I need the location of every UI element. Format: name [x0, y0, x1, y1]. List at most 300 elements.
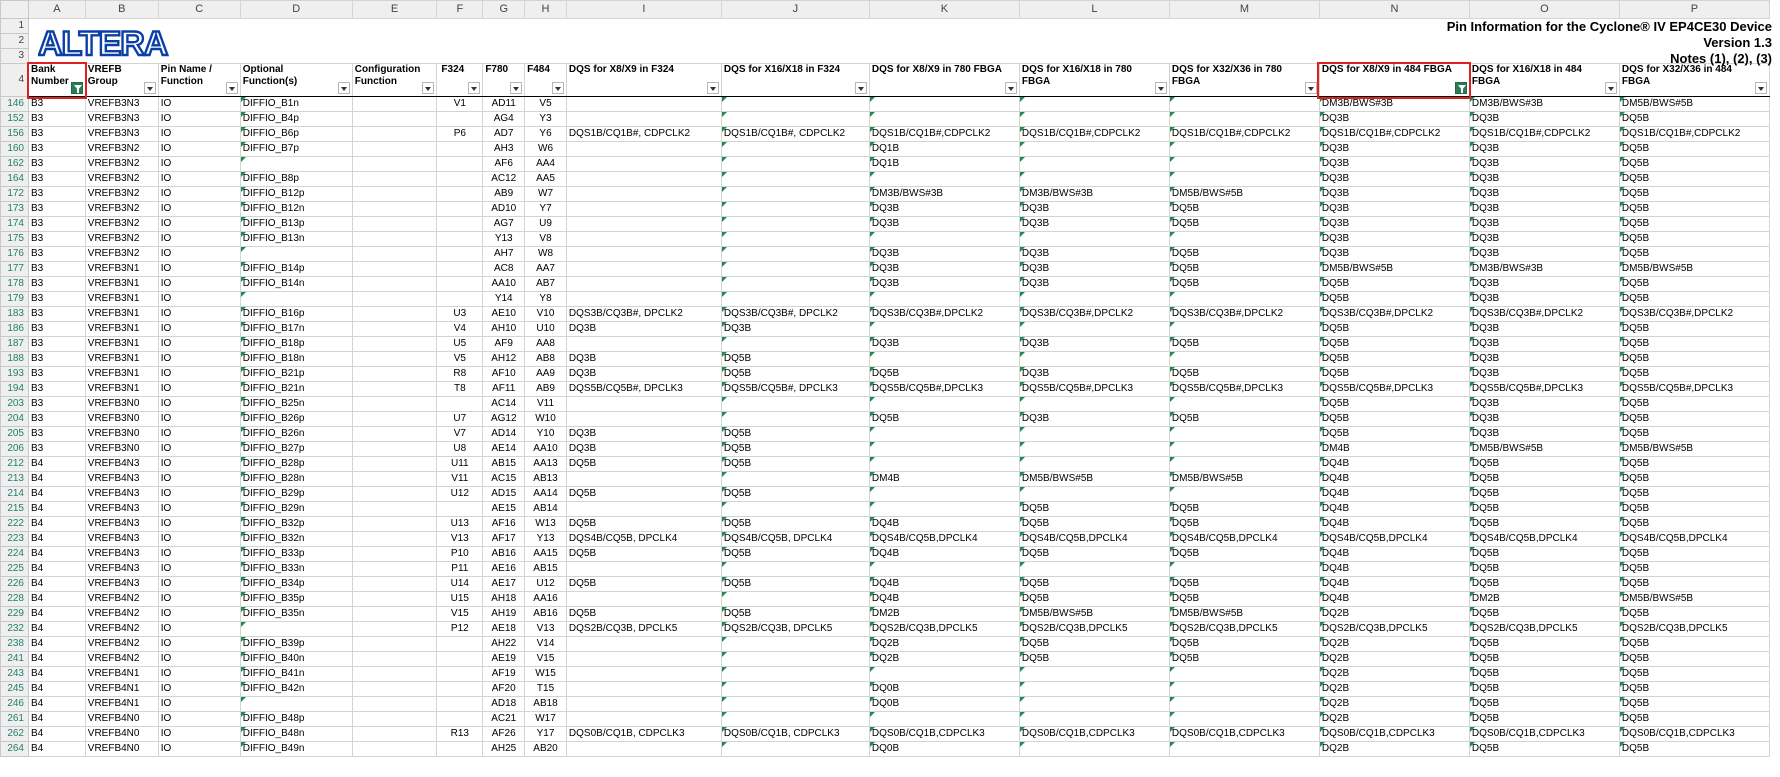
- data-cell[interactable]: AE15: [483, 502, 525, 517]
- data-cell[interactable]: DQ5B: [1469, 697, 1619, 712]
- data-cell[interactable]: [437, 292, 483, 307]
- data-cell[interactable]: V15: [525, 652, 567, 667]
- data-cell[interactable]: DIFFIO_B28p: [240, 457, 352, 472]
- data-cell[interactable]: [352, 97, 437, 112]
- row-number[interactable]: 3: [1, 49, 29, 64]
- data-cell[interactable]: IO: [158, 277, 240, 292]
- data-cell[interactable]: DQ4B: [1319, 502, 1469, 517]
- data-cell[interactable]: DQ5B: [1619, 427, 1769, 442]
- data-cell[interactable]: AA9: [525, 367, 567, 382]
- data-cell[interactable]: VREFB4N2: [85, 622, 158, 637]
- data-cell[interactable]: DM2B: [1469, 592, 1619, 607]
- data-cell[interactable]: IO: [158, 322, 240, 337]
- data-cell[interactable]: IO: [158, 742, 240, 757]
- data-cell[interactable]: AE17: [483, 577, 525, 592]
- filter-dropdown-button[interactable]: [1005, 82, 1017, 94]
- data-cell[interactable]: Y14: [483, 292, 525, 307]
- data-cell[interactable]: [566, 337, 721, 352]
- data-cell[interactable]: DM5B/BWS#5B: [1169, 607, 1319, 622]
- data-cell[interactable]: [352, 187, 437, 202]
- data-cell[interactable]: DQ5B: [1319, 322, 1469, 337]
- filter-dropdown-button[interactable]: [552, 82, 564, 94]
- data-cell[interactable]: [352, 502, 437, 517]
- data-cell[interactable]: DIFFIO_B41n: [240, 667, 352, 682]
- data-cell[interactable]: VREFB4N2: [85, 592, 158, 607]
- row-number[interactable]: 228: [1, 592, 29, 607]
- data-cell[interactable]: AD15: [483, 487, 525, 502]
- data-cell[interactable]: DQ5B: [1169, 262, 1319, 277]
- data-cell[interactable]: DM4B: [1319, 442, 1469, 457]
- data-cell[interactable]: [352, 112, 437, 127]
- data-cell[interactable]: DQ2B: [869, 637, 1019, 652]
- data-cell[interactable]: [437, 502, 483, 517]
- row-number[interactable]: 172: [1, 187, 29, 202]
- data-cell[interactable]: VREFB4N2: [85, 637, 158, 652]
- column-header-d[interactable]: D: [240, 1, 352, 19]
- data-cell[interactable]: [1169, 352, 1319, 367]
- data-cell[interactable]: [437, 742, 483, 757]
- title-area-cell[interactable]: [525, 49, 567, 64]
- data-cell[interactable]: DIFFIO_B14p: [240, 262, 352, 277]
- data-cell[interactable]: DQS0B/CQ1B,CDPCLK3: [869, 727, 1019, 742]
- data-cell[interactable]: DQ3B: [1469, 397, 1619, 412]
- data-cell[interactable]: VREFB3N2: [85, 157, 158, 172]
- data-cell[interactable]: DQ3B: [1469, 112, 1619, 127]
- data-cell[interactable]: [566, 232, 721, 247]
- data-cell[interactable]: DQ5B: [1619, 457, 1769, 472]
- row-number[interactable]: 4: [1, 64, 29, 97]
- column-heading[interactable]: [483, 64, 525, 97]
- filter-dropdown-button[interactable]: [1155, 82, 1167, 94]
- data-cell[interactable]: AB16: [525, 607, 567, 622]
- data-cell[interactable]: DQS5B/CQ5B#,DPCLK3: [1469, 382, 1619, 397]
- data-cell[interactable]: DQ5B: [1169, 412, 1319, 427]
- data-cell[interactable]: DM5B/BWS#5B: [1169, 187, 1319, 202]
- data-cell[interactable]: DQS2B/CQ3B, DPCLK5: [566, 622, 721, 637]
- column-header-i[interactable]: I: [566, 1, 721, 19]
- data-cell[interactable]: DQ3B: [1019, 367, 1169, 382]
- data-cell[interactable]: DQS4B/CQ5B, DPCLK4: [721, 532, 869, 547]
- data-cell[interactable]: DQ0B: [869, 697, 1019, 712]
- data-cell[interactable]: [1169, 712, 1319, 727]
- data-cell[interactable]: DM5B/BWS#5B: [1619, 97, 1769, 112]
- data-cell[interactable]: DQ3B: [1469, 322, 1619, 337]
- data-cell[interactable]: [566, 97, 721, 112]
- data-cell[interactable]: DQ5B: [1619, 367, 1769, 382]
- data-cell[interactable]: B3: [29, 202, 86, 217]
- data-cell[interactable]: DIFFIO_B28n: [240, 472, 352, 487]
- data-cell[interactable]: DQS3B/CQ3B#,DPCLK2: [869, 307, 1019, 322]
- data-cell[interactable]: [352, 562, 437, 577]
- data-cell[interactable]: [566, 712, 721, 727]
- data-cell[interactable]: [721, 502, 869, 517]
- data-cell[interactable]: [352, 337, 437, 352]
- data-cell[interactable]: DM3B/BWS#3B: [1019, 187, 1169, 202]
- data-cell[interactable]: DIFFIO_B18p: [240, 337, 352, 352]
- data-cell[interactable]: [1169, 682, 1319, 697]
- data-cell[interactable]: DQ3B: [1469, 367, 1619, 382]
- row-number[interactable]: 224: [1, 547, 29, 562]
- column-header-f[interactable]: F: [437, 1, 483, 19]
- title-area-cell[interactable]: [483, 34, 525, 49]
- data-cell[interactable]: V13: [525, 622, 567, 637]
- data-cell[interactable]: AA10: [483, 277, 525, 292]
- data-cell[interactable]: AA14: [525, 487, 567, 502]
- data-cell[interactable]: DQ4B: [869, 517, 1019, 532]
- data-cell[interactable]: DQ5B: [721, 352, 869, 367]
- data-cell[interactable]: [437, 712, 483, 727]
- data-cell[interactable]: U5: [437, 337, 483, 352]
- data-cell[interactable]: DQ3B: [1319, 217, 1469, 232]
- data-cell[interactable]: AC8: [483, 262, 525, 277]
- data-cell[interactable]: B3: [29, 442, 86, 457]
- data-cell[interactable]: IO: [158, 352, 240, 367]
- data-cell[interactable]: DQ3B: [1469, 292, 1619, 307]
- data-cell[interactable]: DQ3B: [1469, 247, 1619, 262]
- data-cell[interactable]: [721, 187, 869, 202]
- data-cell[interactable]: DQS5B/CQ5B#,DPCLK3: [869, 382, 1019, 397]
- data-cell[interactable]: AA5: [525, 172, 567, 187]
- data-cell[interactable]: [566, 592, 721, 607]
- data-cell[interactable]: AD18: [483, 697, 525, 712]
- data-cell[interactable]: VREFB3N1: [85, 322, 158, 337]
- data-cell[interactable]: [1019, 352, 1169, 367]
- data-cell[interactable]: VREFB3N1: [85, 352, 158, 367]
- data-cell[interactable]: [721, 562, 869, 577]
- data-cell[interactable]: DQS0B/CQ1B,CDPCLK3: [1619, 727, 1769, 742]
- data-cell[interactable]: DQ3B: [566, 442, 721, 457]
- row-number[interactable]: 1: [1, 19, 29, 34]
- data-cell[interactable]: DQ5B: [1619, 292, 1769, 307]
- title-area-cell[interactable]: [525, 34, 567, 49]
- data-cell[interactable]: [869, 397, 1019, 412]
- data-cell[interactable]: IO: [158, 652, 240, 667]
- data-cell[interactable]: [1019, 697, 1169, 712]
- data-cell[interactable]: [1019, 712, 1169, 727]
- data-cell[interactable]: B3: [29, 397, 86, 412]
- data-cell[interactable]: [352, 457, 437, 472]
- data-cell[interactable]: [1019, 142, 1169, 157]
- data-cell[interactable]: U12: [525, 577, 567, 592]
- data-cell[interactable]: [721, 292, 869, 307]
- data-cell[interactable]: [566, 142, 721, 157]
- data-cell[interactable]: [1019, 487, 1169, 502]
- data-cell[interactable]: [869, 292, 1019, 307]
- data-cell[interactable]: DQ3B: [1019, 247, 1169, 262]
- data-cell[interactable]: DIFFIO_B40n: [240, 652, 352, 667]
- data-cell[interactable]: VREFB3N3: [85, 97, 158, 112]
- data-cell[interactable]: [437, 247, 483, 262]
- data-cell[interactable]: [240, 622, 352, 637]
- data-cell[interactable]: IO: [158, 427, 240, 442]
- data-cell[interactable]: DQ5B: [1319, 337, 1469, 352]
- data-cell[interactable]: U3: [437, 307, 483, 322]
- data-cell[interactable]: [1169, 397, 1319, 412]
- data-cell[interactable]: DQ5B: [1619, 472, 1769, 487]
- data-cell[interactable]: DQ2B: [1319, 607, 1469, 622]
- data-cell[interactable]: DQ5B: [1619, 217, 1769, 232]
- data-cell[interactable]: DM3B/BWS#3B: [1469, 262, 1619, 277]
- data-cell[interactable]: DQ3B: [1319, 187, 1469, 202]
- row-number[interactable]: 176: [1, 247, 29, 262]
- data-cell[interactable]: DQ3B: [566, 322, 721, 337]
- data-cell[interactable]: [566, 292, 721, 307]
- data-cell[interactable]: DQ5B: [1619, 502, 1769, 517]
- data-cell[interactable]: [352, 397, 437, 412]
- data-cell[interactable]: IO: [158, 592, 240, 607]
- data-cell[interactable]: [437, 217, 483, 232]
- data-cell[interactable]: U9: [525, 217, 567, 232]
- data-cell[interactable]: DM5B/BWS#5B: [1019, 472, 1169, 487]
- data-cell[interactable]: W17: [525, 712, 567, 727]
- data-cell[interactable]: VREFB4N2: [85, 652, 158, 667]
- data-cell[interactable]: P11: [437, 562, 483, 577]
- data-cell[interactable]: DQS3B/CQ3B#, DPCLK2: [721, 307, 869, 322]
- row-number[interactable]: 178: [1, 277, 29, 292]
- data-cell[interactable]: VREFB4N3: [85, 517, 158, 532]
- data-cell[interactable]: DIFFIO_B34p: [240, 577, 352, 592]
- data-cell[interactable]: [869, 112, 1019, 127]
- data-cell[interactable]: VREFB4N3: [85, 577, 158, 592]
- title-area-cell[interactable]: [566, 19, 721, 34]
- data-cell[interactable]: [721, 337, 869, 352]
- data-cell[interactable]: DM5B/BWS#5B: [1619, 442, 1769, 457]
- data-cell[interactable]: AE19: [483, 652, 525, 667]
- data-cell[interactable]: DQS1B/CQ1B#,CDPCLK2: [1169, 127, 1319, 142]
- data-cell[interactable]: DQ5B: [566, 517, 721, 532]
- data-cell[interactable]: DQ5B: [1619, 337, 1769, 352]
- data-cell[interactable]: AB20: [525, 742, 567, 757]
- data-cell[interactable]: DQS2B/CQ3B,DPCLK5: [869, 622, 1019, 637]
- data-cell[interactable]: DQ5B: [1019, 547, 1169, 562]
- data-cell[interactable]: DQ5B: [566, 607, 721, 622]
- data-cell[interactable]: [352, 277, 437, 292]
- data-cell[interactable]: DQ4B: [1319, 547, 1469, 562]
- row-number[interactable]: 188: [1, 352, 29, 367]
- data-cell[interactable]: VREFB3N2: [85, 142, 158, 157]
- title-area-cell[interactable]: [437, 34, 483, 49]
- data-cell[interactable]: DQ5B: [1469, 472, 1619, 487]
- data-cell[interactable]: [1169, 142, 1319, 157]
- data-cell[interactable]: IO: [158, 547, 240, 562]
- column-heading[interactable]: [352, 64, 437, 97]
- title-area-cell[interactable]: [437, 19, 483, 34]
- data-cell[interactable]: DQ5B: [1019, 502, 1169, 517]
- column-heading[interactable]: [566, 64, 721, 97]
- data-cell[interactable]: [352, 292, 437, 307]
- data-cell[interactable]: DQ5B: [1469, 502, 1619, 517]
- data-cell[interactable]: DM5B/BWS#5B: [1619, 592, 1769, 607]
- data-cell[interactable]: DIFFIO_B49n: [240, 742, 352, 757]
- data-cell[interactable]: DQ1B: [869, 157, 1019, 172]
- data-cell[interactable]: U10: [525, 322, 567, 337]
- data-cell[interactable]: DQ5B: [1169, 277, 1319, 292]
- data-cell[interactable]: VREFB4N0: [85, 742, 158, 757]
- data-cell[interactable]: DQ5B: [1469, 577, 1619, 592]
- row-number[interactable]: 212: [1, 457, 29, 472]
- data-cell[interactable]: B4: [29, 682, 86, 697]
- data-cell[interactable]: [721, 397, 869, 412]
- data-cell[interactable]: DIFFIO_B48n: [240, 727, 352, 742]
- data-cell[interactable]: DQ5B: [1619, 397, 1769, 412]
- data-cell[interactable]: AF11: [483, 382, 525, 397]
- data-cell[interactable]: DQ5B: [1469, 712, 1619, 727]
- data-cell[interactable]: DQS2B/CQ3B,DPCLK5: [1619, 622, 1769, 637]
- data-cell[interactable]: [1019, 742, 1169, 757]
- data-cell[interactable]: IO: [158, 442, 240, 457]
- data-cell[interactable]: [352, 742, 437, 757]
- data-cell[interactable]: [1169, 562, 1319, 577]
- data-cell[interactable]: DQS0B/CQ1B, CDPCLK3: [566, 727, 721, 742]
- data-cell[interactable]: DQS3B/CQ3B#,DPCLK2: [1169, 307, 1319, 322]
- data-cell[interactable]: DQ2B: [1319, 637, 1469, 652]
- row-number[interactable]: 222: [1, 517, 29, 532]
- data-cell[interactable]: IO: [158, 187, 240, 202]
- data-cell[interactable]: V14: [525, 637, 567, 652]
- data-cell[interactable]: V13: [437, 532, 483, 547]
- filter-dropdown-button[interactable]: [1605, 82, 1617, 94]
- data-cell[interactable]: [1019, 667, 1169, 682]
- data-cell[interactable]: DIFFIO_B32p: [240, 517, 352, 532]
- data-cell[interactable]: IO: [158, 112, 240, 127]
- data-cell[interactable]: DQ5B: [1619, 277, 1769, 292]
- data-cell[interactable]: DQ3B: [1469, 277, 1619, 292]
- row-number[interactable]: 225: [1, 562, 29, 577]
- data-cell[interactable]: [1019, 97, 1169, 112]
- column-heading[interactable]: [1169, 64, 1319, 97]
- column-header-h[interactable]: H: [525, 1, 567, 19]
- data-cell[interactable]: IO: [158, 217, 240, 232]
- data-cell[interactable]: DQ3B: [1469, 232, 1619, 247]
- data-cell[interactable]: DIFFIO_B35n: [240, 607, 352, 622]
- data-cell[interactable]: DQ5B: [1169, 577, 1319, 592]
- data-cell[interactable]: DQ5B: [721, 517, 869, 532]
- data-cell[interactable]: [352, 172, 437, 187]
- data-cell[interactable]: [352, 667, 437, 682]
- data-cell[interactable]: [352, 217, 437, 232]
- data-cell[interactable]: [437, 397, 483, 412]
- data-cell[interactable]: VREFB3N1: [85, 277, 158, 292]
- data-cell[interactable]: DQ3B: [1319, 232, 1469, 247]
- data-cell[interactable]: VREFB3N2: [85, 247, 158, 262]
- data-cell[interactable]: DIFFIO_B12n: [240, 202, 352, 217]
- data-cell[interactable]: AF10: [483, 367, 525, 382]
- data-cell[interactable]: DQS0B/CQ1B,CDPCLK3: [1319, 727, 1469, 742]
- column-header-k[interactable]: K: [869, 1, 1019, 19]
- title-area-cell[interactable]: [721, 19, 869, 34]
- data-cell[interactable]: DQ3B: [869, 217, 1019, 232]
- title-area-cell[interactable]: [869, 49, 1019, 64]
- data-cell[interactable]: IO: [158, 622, 240, 637]
- data-cell[interactable]: AD14: [483, 427, 525, 442]
- row-number[interactable]: 179: [1, 292, 29, 307]
- data-cell[interactable]: [869, 97, 1019, 112]
- data-cell[interactable]: VREFB4N3: [85, 457, 158, 472]
- data-cell[interactable]: DM5B/BWS#5B: [1169, 472, 1319, 487]
- data-cell[interactable]: [352, 697, 437, 712]
- column-header-g[interactable]: G: [483, 1, 525, 19]
- data-cell[interactable]: DQ5B: [1169, 592, 1319, 607]
- data-cell[interactable]: AB8: [525, 352, 567, 367]
- data-cell[interactable]: DQ5B: [1169, 637, 1319, 652]
- data-cell[interactable]: [352, 532, 437, 547]
- data-cell[interactable]: [437, 697, 483, 712]
- data-cell[interactable]: B4: [29, 577, 86, 592]
- data-cell[interactable]: IO: [158, 607, 240, 622]
- data-cell[interactable]: IO: [158, 202, 240, 217]
- row-number[interactable]: 175: [1, 232, 29, 247]
- row-number[interactable]: 214: [1, 487, 29, 502]
- data-cell[interactable]: B3: [29, 172, 86, 187]
- data-cell[interactable]: DQ3B: [1019, 202, 1169, 217]
- data-cell[interactable]: AF26: [483, 727, 525, 742]
- data-cell[interactable]: Y17: [525, 727, 567, 742]
- data-cell[interactable]: AE10: [483, 307, 525, 322]
- title-area-cell[interactable]: [1169, 34, 1319, 49]
- data-cell[interactable]: [240, 157, 352, 172]
- data-cell[interactable]: DIFFIO_B27p: [240, 442, 352, 457]
- data-cell[interactable]: IO: [158, 247, 240, 262]
- data-cell[interactable]: AF6: [483, 157, 525, 172]
- data-cell[interactable]: DQ5B: [1619, 172, 1769, 187]
- data-cell[interactable]: B4: [29, 517, 86, 532]
- data-cell[interactable]: [566, 397, 721, 412]
- row-number[interactable]: 162: [1, 157, 29, 172]
- data-cell[interactable]: Y8: [525, 292, 567, 307]
- data-cell[interactable]: AF17: [483, 532, 525, 547]
- data-cell[interactable]: V15: [437, 607, 483, 622]
- data-cell[interactable]: V8: [525, 232, 567, 247]
- data-cell[interactable]: DQ3B: [1319, 247, 1469, 262]
- data-cell[interactable]: DQS2B/CQ3B,DPCLK5: [1019, 622, 1169, 637]
- data-cell[interactable]: IO: [158, 382, 240, 397]
- data-cell[interactable]: DQ5B: [1169, 247, 1319, 262]
- title-area-cell[interactable]: [525, 19, 567, 34]
- data-cell[interactable]: [352, 157, 437, 172]
- data-cell[interactable]: AA7: [525, 262, 567, 277]
- data-cell[interactable]: DQ5B: [1469, 547, 1619, 562]
- data-cell[interactable]: [1019, 682, 1169, 697]
- data-cell[interactable]: IO: [158, 562, 240, 577]
- data-cell[interactable]: DQ3B: [1319, 142, 1469, 157]
- data-cell[interactable]: DQ5B: [1169, 367, 1319, 382]
- data-cell[interactable]: DQ5B: [1169, 502, 1319, 517]
- data-cell[interactable]: [869, 352, 1019, 367]
- data-cell[interactable]: DQ5B: [1019, 592, 1169, 607]
- data-cell[interactable]: [437, 112, 483, 127]
- data-cell[interactable]: B3: [29, 412, 86, 427]
- data-cell[interactable]: DIFFIO_B4p: [240, 112, 352, 127]
- data-cell[interactable]: [437, 187, 483, 202]
- data-cell[interactable]: W8: [525, 247, 567, 262]
- data-cell[interactable]: DQS5B/CQ5B#, DPCLK3: [566, 382, 721, 397]
- data-cell[interactable]: B4: [29, 457, 86, 472]
- data-cell[interactable]: V5: [437, 352, 483, 367]
- data-cell[interactable]: DM4B: [869, 472, 1019, 487]
- data-cell[interactable]: [1169, 172, 1319, 187]
- data-cell[interactable]: [1169, 157, 1319, 172]
- data-cell[interactable]: VREFB3N2: [85, 232, 158, 247]
- data-cell[interactable]: [352, 142, 437, 157]
- title-area-cell[interactable]: [240, 49, 352, 64]
- data-cell[interactable]: [1169, 427, 1319, 442]
- data-cell[interactable]: B3: [29, 187, 86, 202]
- data-cell[interactable]: DQ3B: [1019, 277, 1169, 292]
- data-cell[interactable]: V1: [437, 97, 483, 112]
- data-cell[interactable]: DQS3B/CQ3B#,DPCLK2: [1319, 307, 1469, 322]
- data-cell[interactable]: VREFB4N0: [85, 712, 158, 727]
- data-cell[interactable]: DQ2B: [1319, 712, 1469, 727]
